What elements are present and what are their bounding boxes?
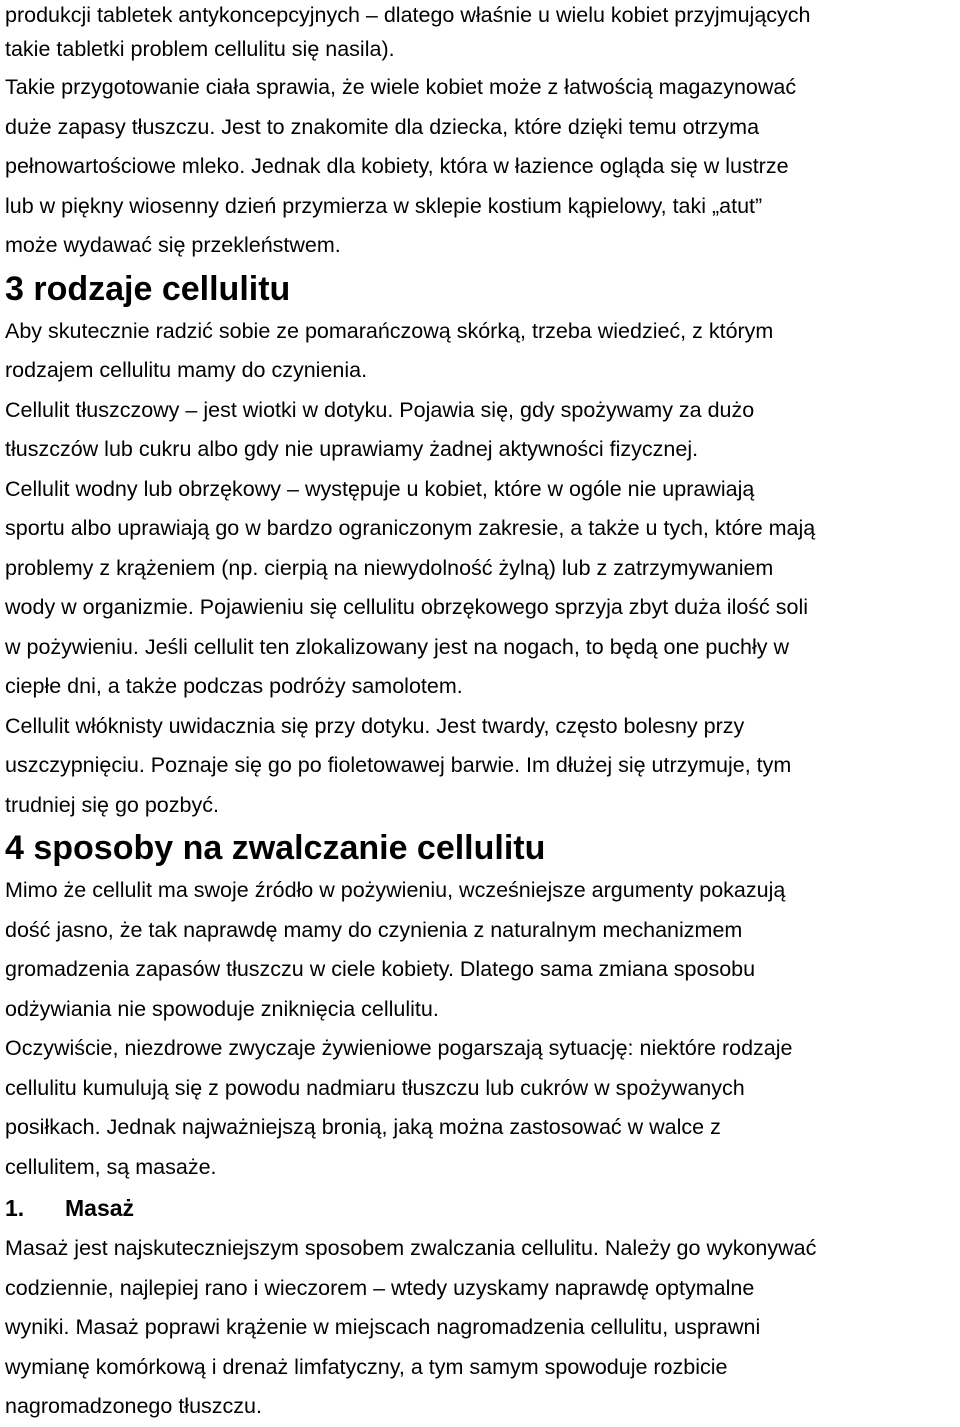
text-line: Mimo że cellulit ma swoje źródło w pożywieniu, wcześniejsze argumenty pokazują <box>5 878 786 902</box>
paragraph-body-3 <box>5 871 957 1187</box>
text-line: wymianę komórkową i drenaż limfatyczny, a tym samym spowoduje rozbicie <box>5 1354 728 1379</box>
text-line: pełnowartościowe mleko. Jednak dla kobiety, która w łazience ogląda się w lustrze <box>5 154 789 178</box>
section-heading-ways-to-fight: 4 sposoby na zwalczanie cellulitu <box>5 829 546 867</box>
subheading-title: Masaż <box>65 1195 135 1221</box>
text-line: w pożywieniu. Jeśli cellulit ten zlokalizowany jest na nogach, to będą one puchły w <box>5 634 789 659</box>
text-line: nagromadzonego tłuszczu. <box>5 1394 262 1418</box>
text-line: może wydawać się przekleństwem. <box>5 233 341 257</box>
text-line: Oczywiście, niezdrowe zwyczaje żywieniowe pogarszają sytuację: niektóre rodzaje <box>5 1036 793 1060</box>
text-line: codziennie, najlepiej rano i wieczorem – wtedy uzyskamy naprawdę optymalne <box>5 1275 755 1300</box>
text-line: Cellulit wodny lub obrzękowy – występuje u kobiet, które w ogóle nie uprawiają <box>5 476 755 501</box>
text-line: wody w organizmie. Pojawieniu się cellulitu obrzękowego sprzyja zbyt duża ilość soli <box>5 595 809 619</box>
text-line: Takie przygotowanie ciała sprawia, że wiele kobiet może z łatwością magazynować <box>5 75 797 99</box>
text-line: cellulitem, są masaże. <box>5 1154 217 1179</box>
text-line: rodzajem cellulitu mamy do czynienia. <box>5 358 368 382</box>
text-line: produkcji tabletek antykoncepcyjnych – dlatego właśnie u wielu kobiet przyjmujących <box>5 3 811 27</box>
paragraph-body-2 <box>5 312 957 826</box>
text-line: duże zapasy tłuszczu. Jest to znakomite dla dziecka, które dzięki temu otrzyma <box>5 114 760 139</box>
text-line: Aby skutecznie radzić sobie ze pomarańczową skórką, trzeba wiedzieć, z którym <box>5 318 774 343</box>
text-line: lub w piękny wiosenny dzień przymierza w sklepie kostium kąpielowy, taki „atut” <box>5 193 763 218</box>
text-line: tłuszczów lub cukru albo gdy nie uprawiamy żadnej aktywności fizycznej. <box>5 437 699 461</box>
list-number: 1. <box>5 1195 25 1221</box>
text-line: cellulitu kumulują się z powodu nadmiaru tłuszczu lub cukrów w spożywanych <box>5 1075 745 1100</box>
text-line: trudniej się go pozbyć. <box>5 792 219 817</box>
text-line: ciepłe dni, a także podczas podróży samolotem. <box>5 674 463 698</box>
paragraph-body-4 <box>5 1229 957 1427</box>
section-heading-cellulite-types: 3 rodzaje cellulitu <box>5 269 291 308</box>
text-line: wyniki. Masaż poprawi krążenie w miejscach nagromadzenia cellulitu, usprawni <box>5 1315 761 1339</box>
text-line: takie tabletki problem cellulitu się nasila). <box>5 37 395 61</box>
paragraph-body-1 <box>5 68 957 266</box>
text-line: Masaż jest najskuteczniejszym sposobem zwalczania cellulitu. Należy go wykonywać <box>5 1236 817 1260</box>
paragraph-intro <box>5 0 957 68</box>
text-line: sportu albo uprawiają go w bardzo ograniczonym zakresie, a także u tych, które mają <box>5 516 816 540</box>
text-line: odżywiania nie spowoduje zniknięcia cellulitu. <box>5 996 439 1021</box>
text-line: Cellulit włóknisty uwidacznia się przy dotyku. Jest twardy, często bolesny przy <box>5 713 745 738</box>
text-line: dość jasno, że tak naprawdę mamy do czynienia z naturalnym mechanizmem <box>5 917 743 942</box>
text-line: Cellulit tłuszczowy – jest wiotki w dotyku. Pojawia się, gdy spożywamy za dużo <box>5 397 755 422</box>
document-page <box>5 0 957 1427</box>
text-line: posiłkach. Jednak najważniejszą bronią, jaką można zastosować w walce z <box>5 1115 721 1139</box>
text-line: gromadzenia zapasów tłuszczu w ciele kobiety. Dlatego sama zmiana sposobu <box>5 957 756 981</box>
text-line: problemy z krążeniem (np. cierpią na niewydolność żylną) lub z zatrzymywaniem <box>5 555 774 580</box>
text-line: uszczypnięciu. Poznaje się go po fioletowawej barwie. Im dłużej się utrzymuje, tym <box>5 753 792 777</box>
subheading-massage <box>5 1187 957 1229</box>
